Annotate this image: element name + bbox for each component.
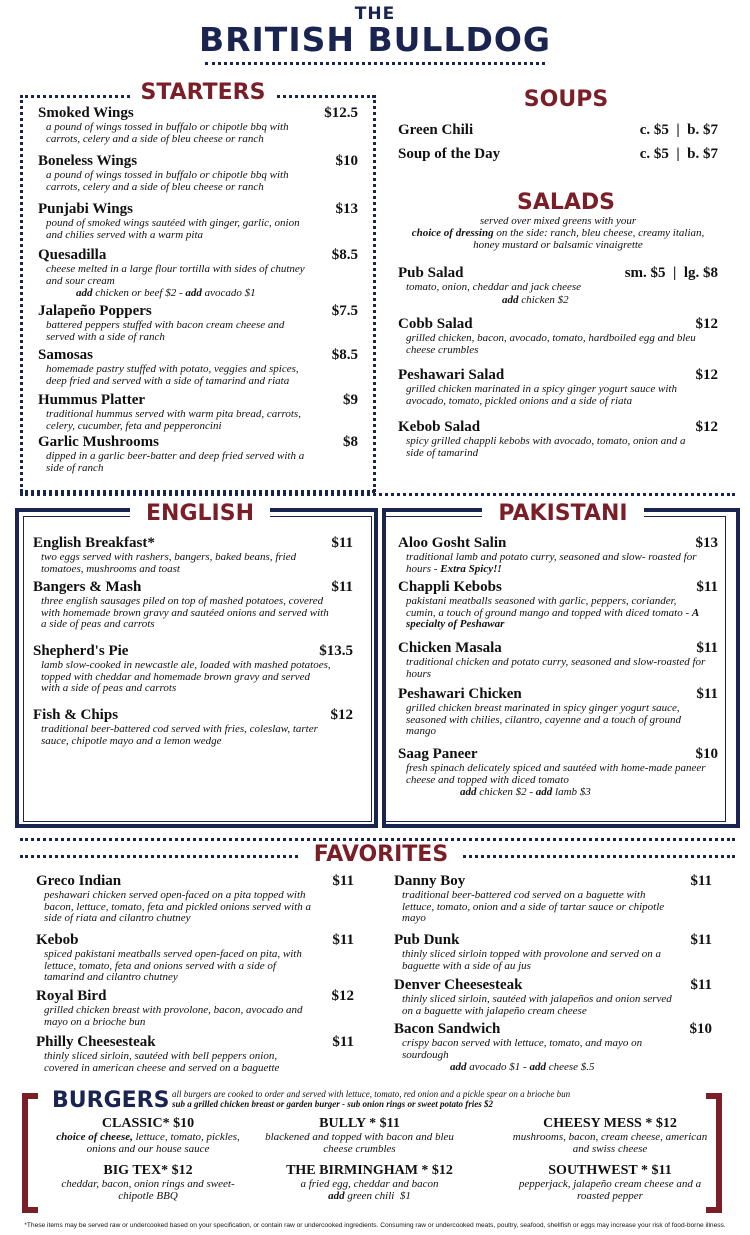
item-price: $12.5	[324, 105, 358, 121]
item-price: $11	[696, 686, 718, 702]
menu-item	[394, 1021, 712, 1073]
brand-the: THE	[354, 4, 396, 24]
burger-item	[505, 1116, 715, 1155]
english-title: ENGLISH	[130, 502, 270, 526]
brand-name: BRITISH BULLDOG	[198, 20, 552, 59]
menu-item	[398, 535, 718, 575]
addon-text: green chili	[344, 1190, 400, 1202]
menu-item	[33, 643, 353, 695]
addon-text: lamb	[552, 786, 580, 798]
item-price: $10	[689, 1021, 712, 1037]
addon-price: $1	[509, 1061, 521, 1073]
menu-item	[398, 316, 718, 356]
item-name: Chicken Masala	[398, 640, 502, 656]
burger-name: SOUTHWEST * $11	[548, 1163, 672, 1178]
item-name: Boneless Wings	[38, 153, 138, 169]
burger-desc	[48, 1178, 248, 1202]
addon-add: add	[328, 1190, 345, 1202]
item-desc-extra: Extra Spicy!!	[440, 562, 502, 575]
burgers-title: BURGERS	[52, 1088, 170, 1113]
item-name: Royal Bird	[36, 988, 107, 1004]
menu-item	[36, 873, 354, 925]
soup-row	[398, 146, 718, 163]
mid-divider	[20, 493, 735, 496]
item-price: $10	[695, 746, 718, 762]
item-price: $13.5	[319, 643, 353, 659]
item-addon	[502, 294, 718, 306]
menu-item	[398, 746, 718, 798]
salads-intro	[398, 215, 718, 251]
soup-row	[398, 122, 718, 139]
item-name: Danny Boy	[394, 873, 466, 889]
addon-price: $3	[579, 786, 591, 798]
item-price: $11	[332, 1034, 354, 1050]
item-name: Kebob Salad	[398, 419, 481, 435]
salads-intro-bold: choice of dressing	[411, 227, 494, 239]
item-price: $12	[331, 988, 354, 1004]
burgers-bracket-left	[22, 1093, 38, 1213]
addon-add: add	[529, 1061, 546, 1073]
addon-price: $.5	[580, 1061, 595, 1073]
item-desc: lamb slow-cooked in newcastle ale, loaded with mashed potatoes, topped with cheddar and homemade brown gravy and served with a side of peas and carrots	[41, 659, 331, 694]
item-desc: grilled chicken breast with provolone, bacon, avocado and mayo on a brioche bun	[44, 1004, 303, 1028]
item-price: $11	[332, 932, 354, 948]
addon-price: $1	[399, 1190, 411, 1202]
menu-item	[394, 873, 712, 925]
item-desc: traditional hummus served with warm pita bread, carrots, celery, cucumber, feta and pepperoncini	[46, 408, 301, 432]
item-desc: three english sausages piled on top of mashed potatoes, covered with homemade brown gravy and sautéed onions and served with a side of peas and carrots	[41, 595, 329, 630]
item-price: $11	[690, 873, 712, 889]
item-name: Chappli Kebobs	[398, 579, 502, 595]
soup-price: c. $5 | b. $7	[639, 122, 718, 138]
menu-item	[33, 707, 353, 747]
salads-intro-line2	[398, 227, 718, 251]
item-name: Shepherd's Pie	[33, 643, 129, 659]
burger-desc	[48, 1131, 248, 1155]
starters-left-border	[20, 95, 23, 492]
item-desc: peshawari chicken served open-faced on a pita topped with bacon, lettuce, tomato, feta and pickled onions served with a side of riata and cilantro chutney	[44, 889, 312, 924]
salads-intro-line1: served over mixed greens with your	[479, 215, 637, 227]
menu-item	[38, 434, 358, 474]
item-name: Denver Cheesesteak	[394, 977, 523, 993]
item-desc: tomato, onion, cheddar and jack cheese	[406, 281, 582, 293]
item-price: $11	[690, 932, 712, 948]
item-price: $12	[330, 707, 353, 723]
item-desc: grilled chicken, bacon, avocado, tomato, hardboiled egg and bleu cheese crumbles	[406, 332, 696, 356]
addon-price: $2	[165, 287, 177, 299]
addon-price: $2	[515, 786, 527, 798]
item-name: Garlic Mushrooms	[38, 434, 159, 450]
item-desc: traditional lamb and potato curry, seasoned and slow- roasted for hours - Extra Spicy!!	[406, 551, 697, 575]
item-desc-extra: A specialty of Peshawar	[406, 606, 699, 630]
addon-add: add	[502, 293, 519, 306]
menu-item	[398, 640, 718, 680]
burger-desc-text: blackened and topped with bacon and bleu cheese crumbles	[265, 1131, 454, 1155]
burger-item	[48, 1116, 248, 1155]
item-price: $11	[690, 977, 712, 993]
addon-add: add	[460, 786, 477, 798]
item-desc: traditional chicken and potato curry, seasoned and slow-roasted for hours	[406, 656, 706, 680]
burgers-note-line2: sub a grilled chicken breast or garden burger - sub onion rings or sweet potato fries $2	[172, 1099, 494, 1109]
menu-item	[36, 988, 354, 1028]
addon-text: chicken	[518, 293, 558, 306]
burger-addon	[262, 1190, 477, 1202]
item-name: English Breakfast*	[33, 535, 155, 551]
addon-text: avocado	[201, 287, 245, 299]
item-name: Smoked Wings	[38, 105, 134, 121]
item-price: $12	[695, 316, 718, 332]
item-price: $7.5	[331, 303, 358, 319]
item-price: $11	[331, 579, 353, 595]
burger-item	[48, 1163, 248, 1202]
pakistani-title: PAKISTANI	[482, 502, 644, 526]
menu-item	[38, 247, 358, 299]
item-price: $13	[335, 201, 358, 217]
addon-sep: -	[526, 786, 536, 798]
addon-price: $2	[557, 293, 569, 306]
addon-sep: -	[520, 1061, 530, 1073]
item-desc: battered peppers stuffed with bacon cream cheese and served with a side of ranch	[46, 319, 285, 343]
item-name: Saag Paneer	[398, 746, 478, 762]
item-name: Samosas	[38, 347, 94, 363]
burger-item	[505, 1163, 715, 1202]
burger-desc	[505, 1178, 715, 1202]
item-price: $8.5	[331, 347, 358, 363]
item-price: $11	[331, 535, 353, 551]
item-price: $12	[695, 419, 718, 435]
item-desc: grilled chicken marinated in a spicy ginger yogurt sauce with avocado, tomato, pickled onions and a side of riata	[406, 383, 677, 407]
burger-desc-bold: choice of cheese,	[56, 1131, 133, 1143]
item-name: Punjabi Wings	[38, 201, 133, 217]
starters-title: STARTERS	[132, 81, 274, 105]
item-addon	[76, 287, 358, 299]
item-desc: a pound of wings tossed in buffalo or chipotle bbq with carrots, celery and a side of bleu cheese or ranch	[46, 169, 289, 193]
footnote: *These items may be served raw or undercooked based on your specification, or contain raw or undercooked ingredients. Consuming raw or undercooked meats, poultry, seafood, shellfish or eggs may increase your risk of food-borne illness.	[24, 1222, 726, 1229]
favorites-divider-left	[20, 838, 735, 841]
item-price: $8	[343, 434, 358, 450]
item-name: Cobb Salad	[398, 316, 473, 332]
item-desc: spicy grilled chappli kebobs with avocado, tomato, onion and a side of tamarind	[406, 435, 686, 459]
item-name: Philly Cheesesteak	[36, 1034, 156, 1050]
burger-desc	[262, 1178, 477, 1190]
addon-text: chicken or beef	[92, 287, 166, 299]
item-name: Kebob	[36, 932, 79, 948]
menu-item	[33, 535, 353, 575]
item-desc: pakistani meatballs seasoned with garlic, peppers, coriander, cumin, a touch of ground mango and topped with diced tomato - A specialty of Peshawar	[406, 595, 699, 630]
burgers-note	[172, 1089, 612, 1109]
burger-desc-text: mushrooms, bacon, cream cheese, american and swiss cheese	[512, 1131, 708, 1155]
burger-name: THE BIRMINGHAM * $12	[286, 1163, 453, 1178]
item-name: Peshawari Salad	[398, 367, 505, 383]
burger-desc-text: pepperjack, jalapeño cream cheese and a roasted pepper	[518, 1178, 702, 1202]
menu-item	[398, 419, 718, 459]
item-price: $9	[343, 392, 358, 408]
item-desc: spiced pakistani meatballs served open-faced on pita, with lettuce, tomato, feta and onions served with a side of tamarind and cilantro chutney	[44, 948, 302, 983]
item-price: $13	[695, 535, 718, 551]
soup-price: c. $5 | b. $7	[639, 146, 718, 162]
menu-item	[394, 932, 712, 972]
addon-text: cheese	[545, 1061, 581, 1073]
soup-name: Soup of the Day	[398, 146, 501, 162]
addon-add: add	[185, 287, 202, 299]
item-addon	[460, 786, 718, 798]
addon-add: add	[76, 287, 93, 299]
burger-desc	[262, 1131, 457, 1155]
item-price: $10	[335, 153, 358, 169]
item-desc: pound of smoked wings sautéed with ginger, garlic, onion and chilies served with a warm pita	[46, 217, 300, 241]
item-desc: cheese melted in a large flour tortilla with sides of chutney and sour cream	[46, 263, 305, 287]
item-price: sm. $5 | lg. $8	[624, 265, 718, 281]
item-name: Bacon Sandwich	[394, 1021, 501, 1037]
addon-price: $1	[244, 287, 256, 299]
item-desc: thinly sliced sirloin, sautéed with jalapeños and onion served on a baguette with jalapeño cream cheese	[402, 993, 672, 1017]
burger-item	[262, 1163, 477, 1202]
item-price: $12	[695, 367, 718, 383]
addon-add: add	[535, 786, 553, 798]
item-desc: traditional beer-battered cod served with fries, coleslaw, tarter sauce, chipotle mayo and a lemon wedge	[41, 723, 318, 747]
burger-name: CHEESY MESS * $12	[543, 1116, 677, 1131]
item-name: Hummus Platter	[38, 392, 146, 408]
burger-item	[262, 1116, 457, 1155]
burgers-note-line1: all burgers are cooked to order and served with lettuce, tomato, red onion and a pickle spear on a brioche bun	[172, 1089, 571, 1099]
starters-right-border	[373, 95, 376, 492]
item-price: $8.5	[331, 247, 358, 263]
menu-item	[398, 579, 718, 631]
item-price: $11	[696, 579, 718, 595]
item-desc: a pound of wings tossed in buffalo or chipotle bbq with carrots, celery and a side of bleu cheese or ranch	[46, 121, 289, 145]
favorites-title: FAVORITES	[300, 843, 462, 867]
menu-item	[36, 932, 354, 984]
salads-title: SALADS	[495, 191, 637, 215]
item-name: Pub Salad	[398, 265, 464, 281]
item-name: Jalapeño Poppers	[38, 303, 152, 319]
item-desc: thinly sliced sirloin, sautéed with bell peppers onion, covered in american cheese and served on a baguette	[44, 1050, 280, 1074]
addon-text: avocado	[466, 1061, 510, 1073]
item-price: $11	[332, 873, 354, 889]
burger-desc-text: cheddar, bacon, onion rings and sweet-chipotle BBQ	[61, 1178, 235, 1202]
menu-item	[38, 303, 358, 343]
soups-title: SOUPS	[500, 88, 632, 112]
addon-sep: -	[176, 287, 186, 299]
burger-desc-text: lettuce, tomato, pickles, onions and our house sauce	[86, 1131, 240, 1155]
item-name: Bangers & Mash	[33, 579, 142, 595]
burger-name: CLASSIC* $10	[101, 1116, 195, 1131]
menu-item	[38, 201, 358, 241]
item-addon	[450, 1061, 712, 1073]
item-name: Quesadilla	[38, 247, 107, 263]
item-desc: crispy bacon served with lettuce, tomato, and mayo on sourdough	[402, 1037, 643, 1061]
item-name: Fish & Chips	[33, 707, 119, 723]
soup-name: Green Chili	[398, 122, 474, 138]
menu-item	[33, 579, 353, 631]
burger-desc-text: a fried egg, cheddar and bacon	[300, 1178, 439, 1190]
menu-item	[38, 153, 358, 193]
addon-add: add	[450, 1061, 467, 1073]
salads-intro-rest: on the side: ranch, bleu cheese, creamy italian, honey mustard or balsamic vinaigrette	[473, 227, 705, 251]
menu-item	[398, 265, 718, 306]
menu-item	[394, 977, 712, 1017]
menu-item	[38, 392, 358, 432]
item-desc: homemade pastry stuffed with potato, veggies and spices, deep fried and served with a side of tamarind and riata	[46, 363, 299, 387]
menu-item	[36, 1034, 354, 1074]
item-desc: two eggs served with rashers, bangers, baked beans, fried tomatoes, mushrooms and toast	[41, 551, 297, 575]
item-price: $11	[696, 640, 718, 656]
item-desc: grilled chicken breast marinated in spicy ginger yogurt sauce, seasoned with chilies, cilantro, cayenne and a touch of ground mango	[406, 702, 682, 737]
menu-item	[38, 105, 358, 145]
item-desc: traditional beer-battered cod served on a baguette with lettuce, tomato, onion and a side of tartar sauce or chipotle mayo	[402, 889, 665, 924]
item-name: Greco Indian	[36, 873, 122, 889]
item-desc: thinly sliced sirloin topped with provolone and served on a baguette with a side of au jus	[402, 948, 661, 972]
item-desc: fresh spinach delicately spiced and sautéed with home-made paneer cheese and topped with diced tomato	[406, 762, 706, 786]
burger-name: BIG TEX* $12	[103, 1163, 193, 1178]
addon-text: chicken	[476, 786, 516, 798]
item-name: Aloo Gosht Salin	[398, 535, 507, 551]
menu-item	[398, 686, 718, 738]
menu-item	[398, 367, 718, 407]
header-divider	[205, 62, 545, 65]
burger-desc	[505, 1131, 715, 1155]
burger-name: BULLY * $11	[319, 1116, 400, 1131]
item-name: Pub Dunk	[394, 932, 460, 948]
item-desc: dipped in a garlic beer-batter and deep fried served with a side of ranch	[46, 450, 305, 474]
menu-item	[38, 347, 358, 387]
item-name: Peshawari Chicken	[398, 686, 522, 702]
